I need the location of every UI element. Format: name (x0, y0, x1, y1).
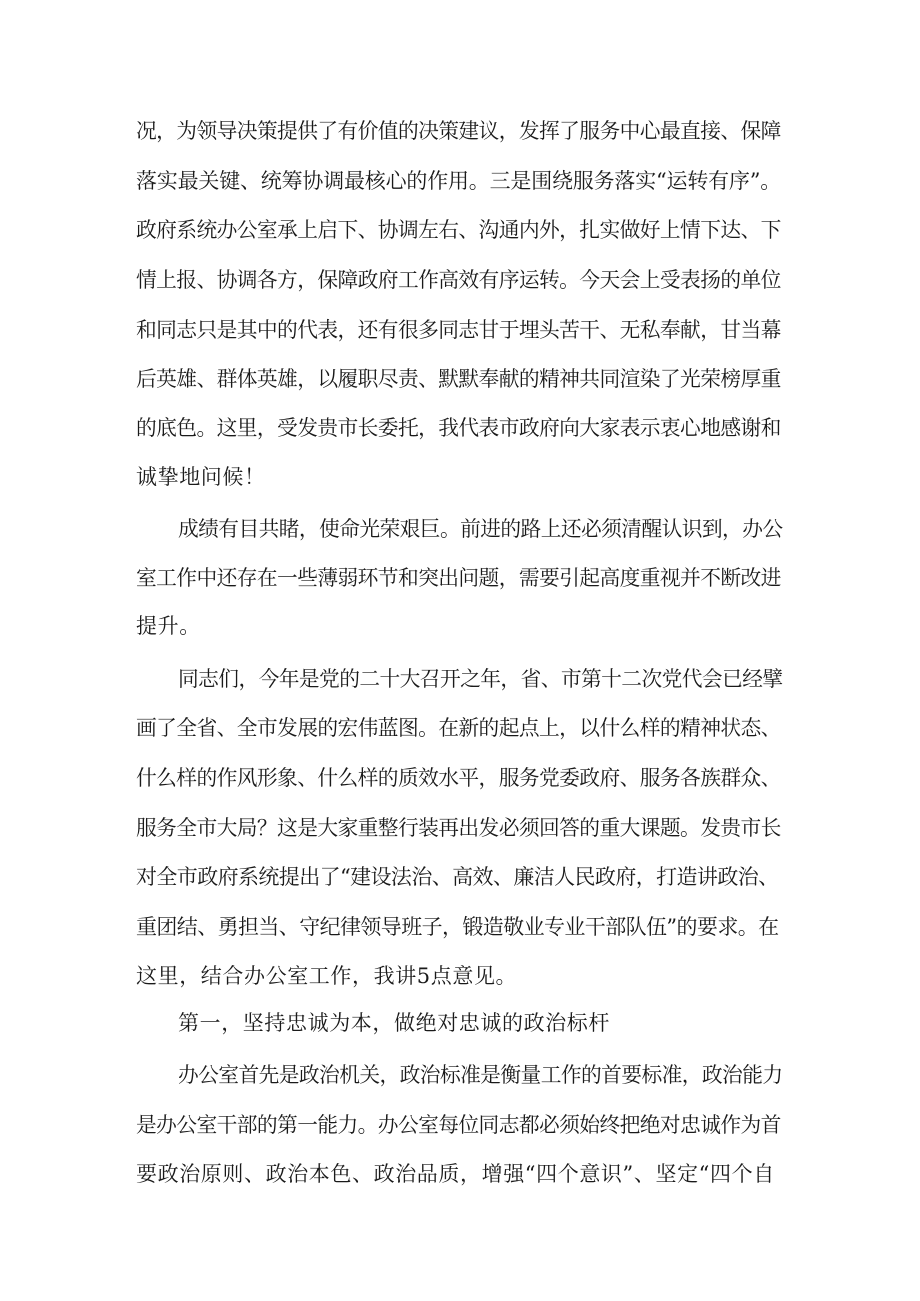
paragraph-1-line-5: 和同志只是其中的代表，还有很多同志甘于埋头苦干、无私奉献，甘当幕 (136, 318, 781, 342)
paragraph-3-line-4: 服务全市大局？这是大家重整行装再出发必须回答的重大课题。发贵市长 (136, 816, 781, 840)
paragraph-1-line-7: 的底色。这里，受发贵市长委托，我代表市政府向大家表示衷心地感谢和 (136, 416, 781, 440)
paragraph-3-line-3: 什么样的作风形象、什么样的质效水平，服务党委政府、服务各族群众、 (136, 766, 781, 790)
paragraph-4-line-2: 是办公室干部的第一能力。办公室每位同志都必须始终把绝对忠诚作为首 (136, 1113, 781, 1137)
paragraph-1-line-3: 政府系统办公室承上启下、协调左右、沟通内外，扎实做好上情下达、下 (136, 218, 781, 242)
paragraph-3-line-7: 这里，结合办公室工作，我讲5点意见。 (136, 964, 518, 988)
paragraph-1-line-2: 落实最关键、统筹协调最核心的作用。三是围绕服务落实“运转有序”。 (136, 169, 782, 193)
paragraph-3-line-2: 画了全省、全市发展的宏伟蓝图。在新的起点上，以什么样的精神状态、 (136, 716, 781, 740)
paragraph-3-line-1: 同志们，今年是党的二十大召开之年，省、市第十二次党代会已经擘 (178, 667, 783, 691)
paragraph-1-line-6: 后英雄、群体英雄，以履职尽责、默默奉献的精神共同渲染了光荣榜厚重 (136, 367, 781, 391)
paragraph-4-line-1: 办公室首先是政治机关，政治标准是衡量工作的首要标准，政治能力 (178, 1063, 783, 1087)
paragraph-2-line-3: 提升。 (136, 614, 201, 638)
paragraph-2-line-2: 室工作中还存在一些薄弱环节和突出问题，需要引起高度重视并不断改进 (136, 566, 781, 590)
paragraph-1-line-1: 况，为领导决策提供了有价值的决策建议，发挥了服务中心最直接、保障 (136, 119, 781, 143)
paragraph-1-line-4: 情上报、协调各方，保障政府工作高效有序运转。今天会上受表扬的单位 (136, 268, 781, 292)
paragraph-3-line-5: 对全市政府系统提出了“建设法治、高效、廉洁人民政府，打造讲政治、 (136, 865, 779, 889)
paragraph-2-line-1: 成绩有目共睹，使命光荣艰巨。前进的路上还必须清醒认识到，办公 (178, 517, 783, 541)
paragraph-3-line-6: 重团结、勇担当、守纪律领导班子，锻造敬业专业干部队伍”的要求。在 (136, 915, 779, 939)
paragraph-4-line-3: 要政治原则、政治本色、政治品质，增强“四个意识”、坚定“四个自 (136, 1162, 775, 1186)
section-heading-1: 第一，坚持忠诚为本，做绝对忠诚的政治标杆 (178, 1011, 610, 1035)
paragraph-1-line-8: 诚挚地问候！ (136, 465, 266, 489)
